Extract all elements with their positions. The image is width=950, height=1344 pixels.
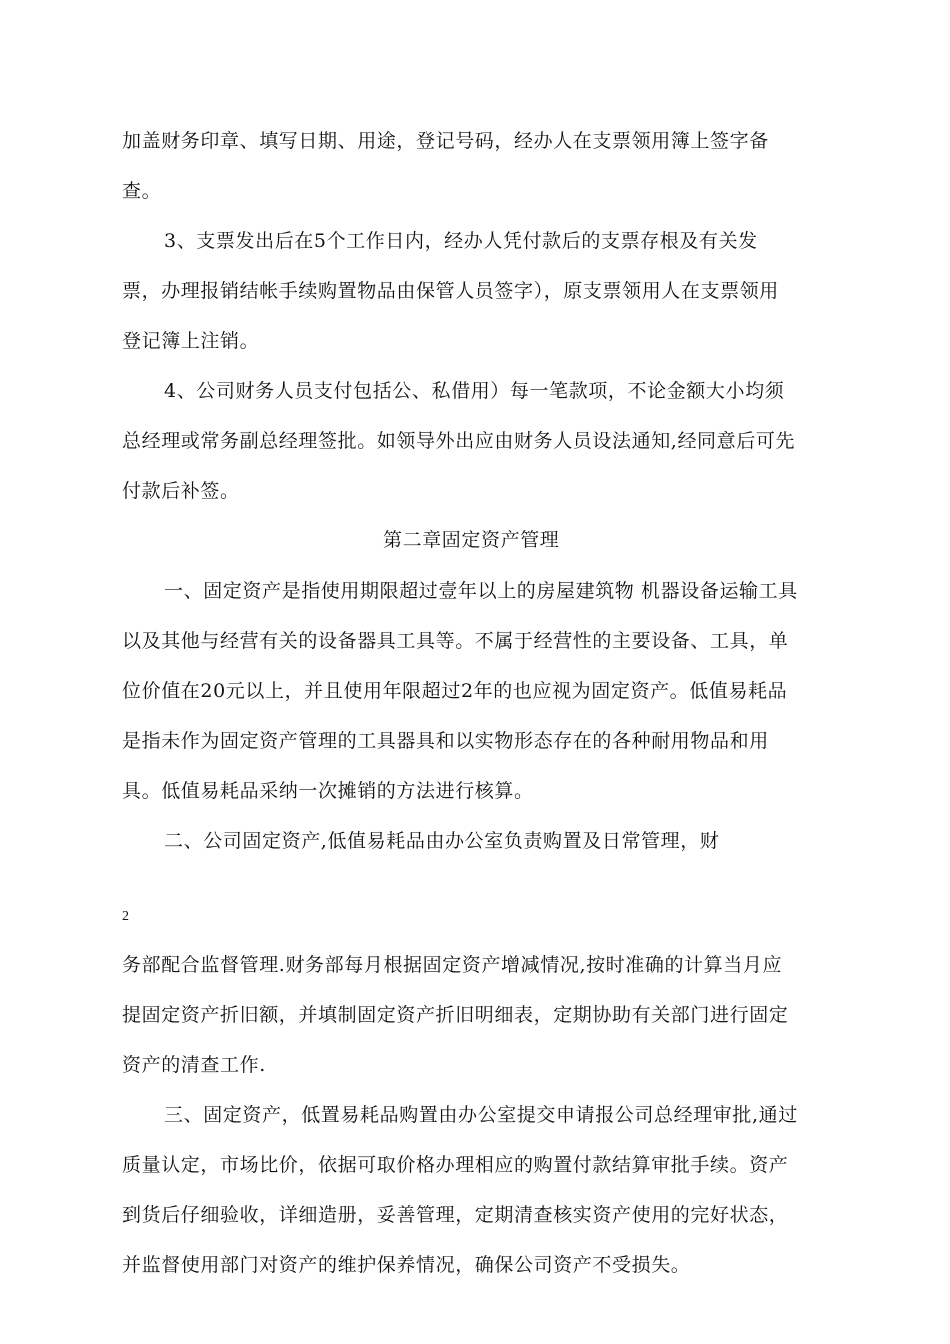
- paragraph-line: 总经理或常务副总经理签批。如领导外出应由财务人员设法通知,经同意后可先: [122, 430, 796, 452]
- paragraph-line: 三、固定资产，低置易耗品购置由办公室提交申请报公司总经理审批,通过: [164, 1104, 798, 1126]
- paragraph-line: 资产的清查工作.: [122, 1054, 266, 1076]
- paragraph-line: 是指未作为固定资产管理的工具器具和以实物形态存在的各种耐用物品和用: [122, 730, 769, 752]
- page-number: 2: [122, 909, 129, 924]
- paragraph-line: 以及其他与经营有关的设备器具工具等。不属于经营性的主要设备、工具，单: [122, 630, 789, 652]
- chapter-heading: 第二章固定资产管理: [383, 529, 560, 551]
- paragraph-line: 加盖财务印章、填写日期、用途，登记号码，经办人在支票领用簿上签字备: [122, 130, 769, 152]
- paragraph-line: 位价值在20元以上，并且使用年限超过2年的也应视为固定资产。低值易耗品: [122, 680, 788, 702]
- paragraph-line: 提固定资产折旧额，并填制固定资产折旧明细表，定期协助有关部门进行固定: [122, 1004, 789, 1026]
- paragraph-line: 3、支票发出后在5个工作日内，经办人凭付款后的支票存根及有关发: [164, 230, 758, 252]
- paragraph-line: 4、公司财务人员支付包括公、私借用）每一笔款项，不论金额大小均须: [164, 380, 785, 402]
- paragraph-line: 登记簿上注销。: [122, 330, 260, 352]
- paragraph-line: 务部配合监督管理.财务部每月根据固定资产增减情况,按时准确的计算当月应: [122, 954, 783, 976]
- paragraph-line: 到货后仔细验收，详细造册，妥善管理，定期清查核实资产使用的完好状态，: [122, 1204, 789, 1226]
- paragraph-line: 二、公司固定资产,低值易耗品由办公室负责购置及日常管理，财: [164, 830, 720, 852]
- paragraph-line: 付款后补签。: [122, 480, 240, 502]
- paragraph-line: 并监督使用部门对资产的维护保养情况，确保公司资产不受损失。: [122, 1254, 691, 1276]
- paragraph-line: 具。低值易耗品采纳一次摊销的方法进行核算。: [122, 780, 534, 802]
- paragraph-line: 一、固定资产是指使用期限超过壹年以上的房屋建筑物 机器设备运输工具: [164, 580, 798, 602]
- paragraph-line: 质量认定，市场比价，依据可取价格办理相应的购置付款结算审批手续。资产: [122, 1154, 789, 1176]
- paragraph-line: 查。: [122, 180, 162, 202]
- paragraph-line: 票，办理报销结帐手续购置物品由保管人员签字），原支票领用人在支票领用: [122, 280, 779, 302]
